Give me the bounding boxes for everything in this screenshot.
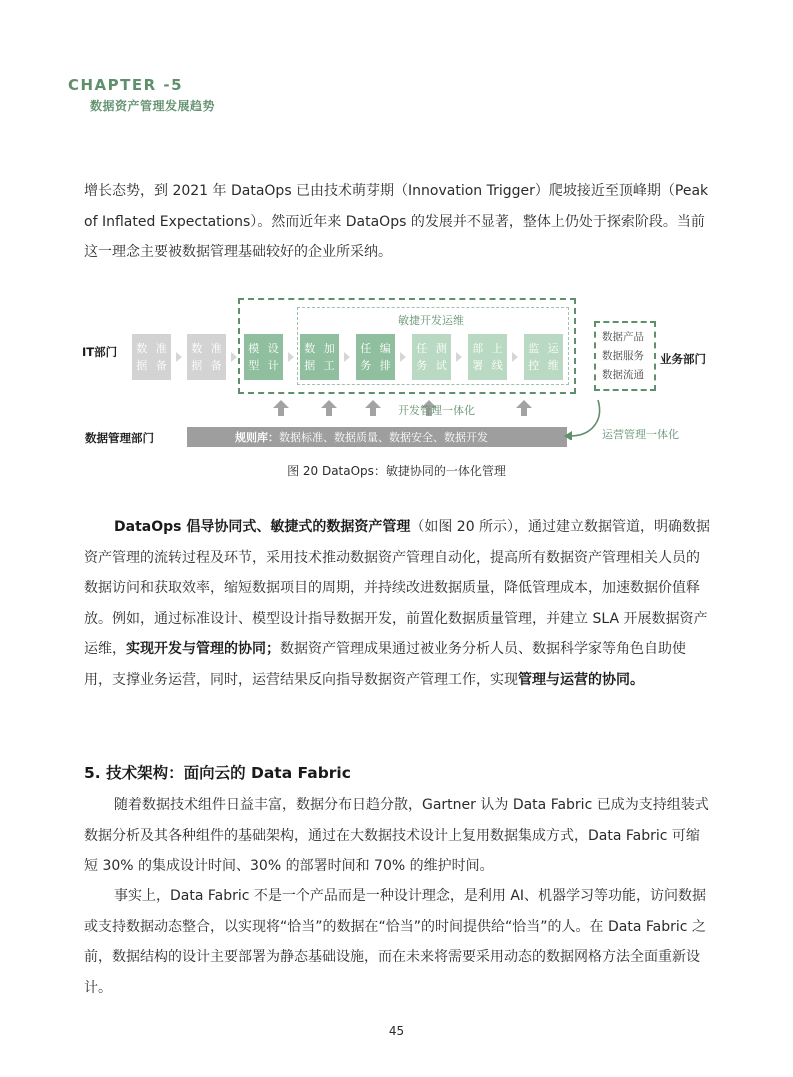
chevron-right-icon xyxy=(512,352,518,362)
rules-bar-text: 数据标准、数据质量、数据安全、数据开发 xyxy=(279,431,488,444)
dev-mgmt-label: 开发管理一体化 xyxy=(398,404,475,417)
product-item: 数据产品 xyxy=(602,331,644,343)
step-box: 任务 测试 xyxy=(412,334,451,380)
chevron-right-icon xyxy=(176,352,182,362)
paragraph-data-fabric-2: 事实上，Data Fabric 不是一个产品而是一种设计理念，是利用 AI、机器学习等功能，访问数据或支持数据动态整合，以实现将“恰当”的数据在“恰当”的时间提供给“恰当”的人。在 Data Fabric 之前，数据结构的设计主要部署为静态基础设施，而在未来将需要采用动态的数据网格方法全面重新设计。 xyxy=(84,888,707,996)
figure-caption: 图 20 DataOps：敏捷协同的一体化管理 xyxy=(287,464,506,478)
step-box: 模型 设计 xyxy=(244,334,283,380)
paragraph-intro: 增长态势，到 2021 年 DataOps 已由技术萌芽期（Innovation Trigger）爬坡接近至顶峰期（Peak of Inflated Expectations）。然而近年来 DataOps 的发展并不显著，整体上仍处于探索阶段。当前这一理念主要被数据管理基础较好的企业所采纳。 xyxy=(84,183,709,261)
chevron-right-icon xyxy=(288,352,294,362)
chevron-right-icon xyxy=(344,352,350,362)
up-arrow-icon xyxy=(516,400,532,416)
ops-mgmt-label: 运营管理一体化 xyxy=(602,428,679,441)
step-box: 监控 运维 xyxy=(524,334,563,380)
section-heading: 5. 技术架构：面向云的 Data Fabric xyxy=(84,764,351,782)
chevron-right-icon xyxy=(231,352,237,362)
product-item: 数据流通 xyxy=(602,369,644,381)
paragraph-data-fabric-1: 随着数据技术组件日益丰富，数据分布日趋分散，Gartner 认为 Data Fabric 已成为支持组装式数据分析及其各种组件的基础架构，通过在大数据技术设计上复用数据集成方式，Data Fabric 可缩短 30% 的集成设计时间、30% 的部署时间和 70% 的维护时间。 xyxy=(84,797,709,875)
up-arrow-icon xyxy=(273,400,289,416)
data-mgmt-dept-label: 数据管理部门 xyxy=(85,431,154,445)
product-item: 数据服务 xyxy=(602,350,644,362)
step-box: 任务 编排 xyxy=(356,334,395,380)
rules-bar-title: 规则库： xyxy=(235,431,279,444)
paragraph-dataops: DataOps 倡导协同式、敏捷式的数据资产管理（如图 20 所示），通过建立数据管道，明确数据资产管理的流转过程及环节，采用技术推动数据资产管理自动化，提高所有数据资产管理相关人员的数据访问和获取效率，缩短数据项目的周期，并持续改进数据质量，降低管理成本，加速数据价值释放。例如，通过标准设计、模型设计指导数据开发，前置化数据质量管理，并建立 SLA 开展数据资产运维，实现开发与管理的协同；数据资产管理成果通过被业务分析人员、数据科学家等角色自助使用，支撑业务运营，同时，运营结果反向指导数据资产管理工作，实现管理与运营的协同。 xyxy=(84,519,711,688)
rules-bar xyxy=(187,427,567,447)
step-box: 数据 加工 xyxy=(300,334,339,380)
bold-dev-mgmt: 实现开发与管理的协同； xyxy=(126,641,280,658)
agile-ops-label: 敏捷开发运维 xyxy=(398,314,464,327)
chapter-label: CHAPTER -5 xyxy=(68,76,184,94)
business-dept-label: 业务部门 xyxy=(660,352,706,366)
it-dept-label: IT部门 xyxy=(82,345,118,359)
up-arrow-icon xyxy=(365,400,381,416)
up-arrow-icon xyxy=(321,400,337,416)
chapter-subtitle: 数据资产管理发展趋势 xyxy=(90,99,216,113)
chevron-right-icon xyxy=(400,352,406,362)
chevron-right-icon xyxy=(456,352,462,362)
curved-arrow-icon xyxy=(564,398,604,440)
dataops-diagram xyxy=(80,294,720,454)
page-number: 45 xyxy=(388,1024,405,1038)
bold-lead: DataOps 倡导协同式、敏捷式的数据资产管理 xyxy=(114,519,411,535)
products-list xyxy=(602,328,644,385)
bold-mgmt-ops: 管理与运营的协同。 xyxy=(518,671,644,688)
step-box: 部署 上线 xyxy=(468,334,507,380)
step-box: 数据 准备 xyxy=(187,334,226,380)
step-box: 数据 准备 xyxy=(132,334,171,380)
